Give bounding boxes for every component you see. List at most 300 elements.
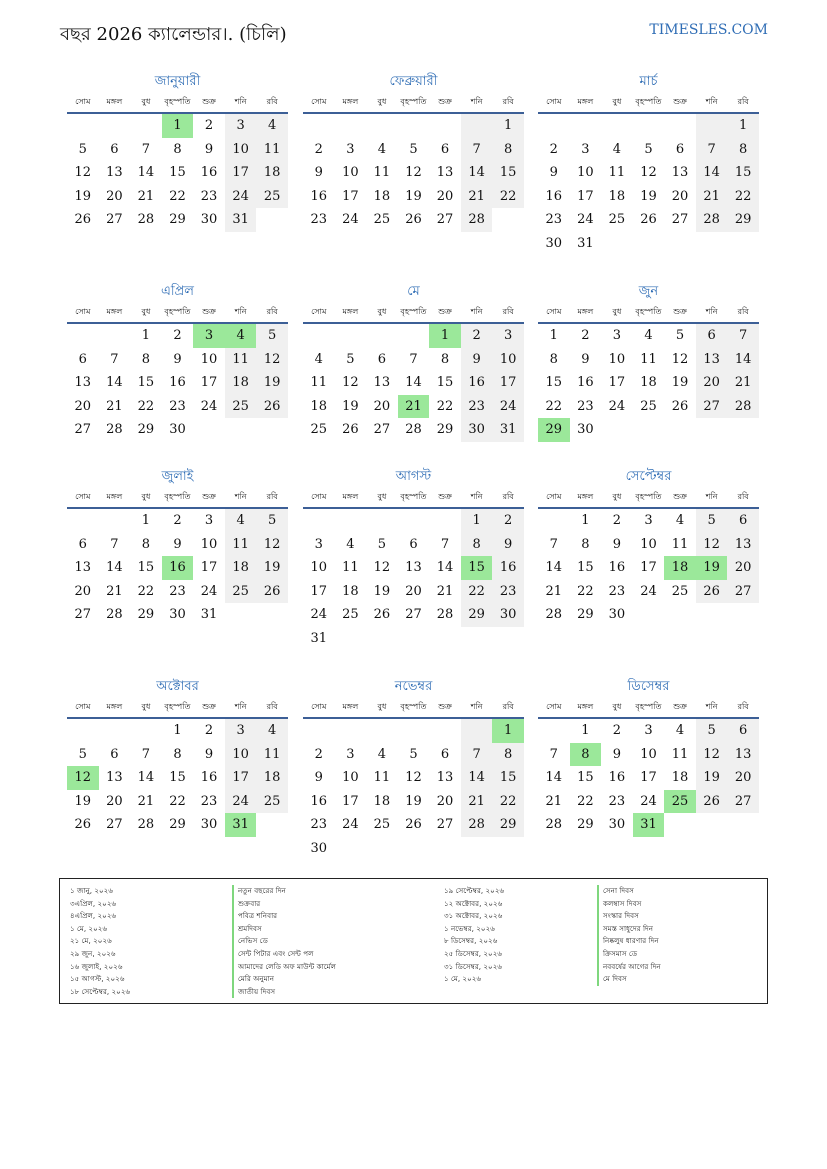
empty-day — [366, 509, 398, 533]
weekday-label: সোম — [311, 702, 327, 711]
empty-day — [429, 509, 461, 533]
day-cell: 29 — [577, 607, 594, 622]
empty-day — [461, 719, 493, 743]
day-cell: 18 — [342, 583, 359, 599]
day-cell: 4 — [644, 328, 653, 343]
weekday-label: সোম — [546, 97, 562, 106]
day-cell: 21 — [137, 188, 155, 204]
day-cell: 24 — [225, 790, 257, 814]
day-cell: 26 — [74, 212, 92, 227]
empty-day — [696, 603, 728, 627]
day-cell: 22 — [727, 185, 759, 209]
day-cell: 20 — [436, 188, 454, 204]
week-row — [303, 719, 524, 743]
day-cell: 4 — [377, 746, 387, 762]
day-cell: 29 — [169, 817, 186, 832]
day-cell: 19 — [373, 583, 391, 599]
day-cell: 12 — [696, 533, 728, 557]
day-cell: 19 — [256, 371, 288, 395]
weekday-header — [538, 92, 759, 114]
holiday-date: ১ মে, ২০২৬ — [70, 923, 108, 933]
day-cell: 18 — [373, 188, 391, 204]
day-cell: 22 — [169, 793, 186, 809]
weekday-header — [538, 487, 759, 509]
day-cell: 17 — [200, 560, 218, 575]
holiday-name: জাতীয় দিবস — [232, 986, 336, 999]
empty-day — [538, 719, 570, 743]
day-cell: 13 — [74, 560, 92, 575]
day-cell: 22 — [577, 793, 594, 809]
day-cell: 11 — [225, 533, 257, 557]
empty-day — [429, 719, 461, 743]
week-row — [67, 743, 288, 767]
day-cell: 16 — [608, 560, 626, 575]
weekday-label: বুধ — [377, 97, 387, 106]
day-cell: 21 — [137, 793, 155, 809]
empty-day — [335, 719, 367, 743]
week-row — [67, 371, 288, 395]
day-cell: 3 — [612, 328, 622, 343]
day-cell: 2 — [612, 723, 622, 738]
day-cell: 23 — [545, 212, 563, 227]
day-cell: 21 — [436, 583, 454, 599]
day-cell: 30 — [200, 817, 218, 832]
day-cell: 20 — [671, 188, 689, 204]
day-cell: 14 — [106, 560, 123, 575]
holiday-date: ২৫ ডিসেম্বর, ২০২৬ — [444, 948, 503, 958]
holiday-date: ৪এপ্রিল, ২০২৬ — [70, 911, 117, 921]
month-2 — [303, 72, 524, 232]
week-row — [67, 138, 288, 162]
weekday-label: শনি — [705, 307, 718, 316]
empty-day — [664, 114, 696, 138]
day-cell: 18 — [608, 188, 626, 204]
day-cell: 7 — [461, 743, 493, 767]
day-cell: 22 — [137, 398, 155, 414]
day-cell: 11 — [373, 165, 391, 180]
day-cell: 6 — [110, 746, 119, 762]
day-cell: 14 — [137, 770, 155, 785]
day-cell: 17 — [492, 371, 524, 395]
week-row — [538, 766, 759, 790]
week-row — [538, 348, 759, 372]
weekday-label: শনি — [705, 97, 718, 106]
day-cell: 4 — [346, 536, 355, 552]
day-cell: 11 — [256, 743, 288, 767]
day-cell: 18 — [256, 161, 288, 185]
holiday-date: ১৮ সেপ্টেম্বর, ২০২৬ — [70, 986, 131, 996]
week-row — [67, 580, 288, 604]
day-cell: 13 — [373, 375, 391, 390]
weekday-label: বৃহস্পতি — [635, 97, 662, 106]
day-cell: 1 — [461, 509, 493, 533]
weekday-label: শনি — [705, 702, 718, 711]
day-cell: 13 — [405, 560, 422, 575]
day-cell: 30 — [577, 422, 594, 437]
day-cell: 22 — [137, 583, 155, 599]
day-cell: 6 — [78, 351, 87, 367]
weekday-label: বুধ — [141, 492, 151, 501]
empty-day — [335, 837, 367, 861]
day-cell: 24 — [342, 212, 359, 227]
week-row — [303, 627, 524, 651]
day-cell: 30 — [169, 607, 186, 622]
day-cell: 27 — [436, 212, 454, 227]
day-cell: 29 — [137, 607, 155, 622]
weekday-label: মঙ্গল — [106, 702, 123, 711]
empty-day — [696, 813, 728, 837]
holiday-name: শুক্রবার — [232, 898, 336, 911]
weekday-label: রবি — [502, 97, 514, 106]
day-cell: 14 — [461, 766, 493, 790]
day-cell: 22 — [436, 398, 454, 414]
weekday-label: মঙ্গল — [342, 492, 359, 501]
holiday-date: ১ মে, ২০২৬ — [444, 974, 482, 984]
empty-day — [335, 114, 367, 138]
month-title: আগস্ট — [395, 469, 432, 484]
weekday-header — [303, 302, 524, 324]
day-cell: 10 — [640, 746, 657, 762]
week-row — [303, 208, 524, 232]
day-cell: 12 — [256, 533, 288, 557]
day-cell: 29 — [538, 418, 570, 442]
empty-day — [601, 232, 633, 256]
day-cell: 21 — [727, 371, 759, 395]
weekday-label: বৃহস্পতি — [400, 307, 427, 316]
holiday-name: পবিত্র শনিবার — [232, 910, 336, 923]
empty-day — [335, 627, 367, 651]
day-cell: 4 — [256, 719, 288, 743]
day-cell: 28 — [545, 817, 563, 832]
day-cell: 9 — [549, 165, 558, 180]
day-cell: 20 — [696, 371, 728, 395]
day-cell: 14 — [106, 375, 123, 390]
empty-day — [366, 324, 398, 348]
day-cell: 6 — [675, 141, 685, 157]
day-cell: 11 — [373, 770, 391, 785]
weekday-label: মঙ্গল — [106, 307, 123, 316]
day-cell: 15 — [577, 560, 594, 575]
day-cell: 25 — [608, 212, 626, 227]
empty-day — [633, 418, 665, 442]
day-cell: 16 — [577, 375, 594, 390]
day-cell: 16 — [310, 793, 328, 809]
day-cell: 1 — [492, 719, 524, 743]
weekday-label: মঙ্গল — [577, 307, 594, 316]
empty-day — [398, 114, 430, 138]
weekday-label: সোম — [311, 307, 327, 316]
day-cell: 8 — [461, 533, 493, 557]
weekday-label: রবি — [502, 702, 514, 711]
empty-day — [67, 114, 99, 138]
day-cell: 19 — [640, 188, 657, 204]
day-cell: 23 — [492, 580, 524, 604]
holiday-name: ক্রিসমাস ডে — [597, 948, 661, 961]
holiday-name: মে দিবস — [597, 973, 661, 986]
day-cell: 12 — [640, 165, 657, 180]
day-cell: 23 — [608, 793, 626, 809]
week-row — [303, 185, 524, 209]
day-cell: 8 — [492, 743, 524, 767]
weekday-label: শনি — [470, 307, 483, 316]
week-row — [303, 371, 524, 395]
day-cell: 5 — [78, 746, 87, 762]
holiday-name: সেন্ট পিটার এবং সেন্ট পল — [232, 948, 336, 961]
day-cell: 29 — [492, 813, 524, 837]
day-cell: 14 — [137, 165, 155, 180]
week-row — [303, 509, 524, 533]
weekday-label: বুধ — [377, 307, 387, 316]
weekday-label: বুধ — [377, 702, 387, 711]
week-row — [67, 603, 288, 627]
week-row — [67, 766, 288, 790]
month-11 — [303, 677, 524, 860]
day-cell: 29 — [577, 817, 594, 832]
weekday-label: শুক্র — [673, 307, 687, 316]
day-cell: 17 — [342, 793, 359, 809]
day-cell: 31 — [225, 813, 257, 837]
day-cell: 28 — [436, 607, 454, 622]
day-cell: 16 — [310, 188, 328, 204]
day-cell: 6 — [727, 719, 759, 743]
day-cell: 7 — [409, 351, 418, 367]
day-cell: 2 — [581, 328, 590, 343]
day-cell: 26 — [405, 817, 422, 832]
month-title: অক্টোবর — [156, 679, 199, 694]
weekday-label: সোম — [75, 492, 91, 501]
empty-day — [225, 603, 257, 627]
day-cell: 24 — [608, 398, 626, 414]
day-cell: 24 — [342, 817, 359, 832]
day-cell: 9 — [314, 165, 323, 180]
day-cell: 9 — [612, 746, 622, 762]
weekday-label: মঙ্গল — [106, 97, 123, 106]
day-cell: 24 — [200, 398, 218, 414]
day-cell: 10 — [200, 536, 218, 552]
day-cell: 17 — [640, 770, 657, 785]
weekday-label: মঙ্গল — [342, 702, 359, 711]
day-cell: 15 — [492, 161, 524, 185]
empty-day — [130, 719, 162, 743]
empty-day — [492, 627, 524, 651]
day-cell: 30 — [169, 422, 186, 437]
week-row — [303, 324, 524, 348]
day-cell: 23 — [169, 583, 186, 599]
day-cell: 8 — [173, 141, 182, 157]
month-title: জুলাই — [161, 469, 194, 484]
month-7 — [67, 467, 288, 627]
day-cell: 22 — [492, 790, 524, 814]
empty-day — [429, 114, 461, 138]
day-cell: 21 — [106, 398, 123, 414]
day-cell: 15 — [492, 766, 524, 790]
day-cell: 20 — [106, 793, 123, 809]
day-cell: 14 — [727, 348, 759, 372]
day-cell: 12 — [696, 743, 728, 767]
holiday-name: কলম্বাস দিবস — [597, 898, 661, 911]
empty-day — [303, 114, 335, 138]
day-cell: 4 — [225, 324, 257, 348]
day-cell: 28 — [137, 817, 155, 832]
day-cell: 14 — [696, 161, 728, 185]
day-cell: 3 — [193, 324, 225, 348]
week-row — [538, 371, 759, 395]
day-cell: 31 — [200, 607, 218, 622]
weekday-header — [538, 302, 759, 324]
day-cell: 13 — [727, 533, 759, 557]
empty-day — [461, 837, 493, 861]
day-cell: 19 — [405, 188, 422, 204]
day-cell: 10 — [225, 138, 257, 162]
day-cell: 10 — [342, 165, 359, 180]
empty-day — [398, 627, 430, 651]
empty-day — [398, 719, 430, 743]
day-cell: 7 — [461, 138, 493, 162]
month-title: মে — [407, 284, 420, 299]
empty-day — [99, 719, 131, 743]
month-12 — [538, 677, 759, 837]
day-cell: 23 — [461, 395, 493, 419]
week-row — [538, 324, 759, 348]
week-row — [538, 418, 759, 442]
holiday-name: সংস্কার দিবস — [597, 910, 661, 923]
weekday-label: শুক্র — [438, 307, 452, 316]
day-cell: 15 — [436, 375, 454, 390]
week-row — [67, 395, 288, 419]
weekday-label: রবি — [502, 492, 514, 501]
week-row — [67, 556, 288, 580]
empty-day — [696, 418, 728, 442]
day-cell: 26 — [640, 212, 657, 227]
empty-day — [727, 813, 759, 837]
day-cell: 5 — [346, 351, 355, 367]
day-cell: 21 — [545, 583, 563, 599]
day-cell: 11 — [310, 375, 328, 390]
holiday-names-left — [232, 885, 336, 998]
week-row — [538, 232, 759, 256]
day-cell: 29 — [169, 212, 186, 227]
day-cell: 8 — [173, 746, 182, 762]
day-cell: 26 — [342, 422, 359, 437]
day-cell: 7 — [727, 324, 759, 348]
day-cell: 30 — [461, 418, 493, 442]
day-cell: 26 — [696, 580, 728, 604]
day-cell: 26 — [256, 395, 288, 419]
weekday-label: শুক্র — [202, 702, 216, 711]
day-cell: 21 — [545, 793, 563, 809]
week-row — [303, 348, 524, 372]
day-cell: 30 — [310, 840, 328, 856]
week-row — [303, 114, 524, 138]
empty-day — [398, 509, 430, 533]
day-cell: 13 — [696, 348, 728, 372]
day-cell: 20 — [405, 583, 422, 599]
day-cell: 17 — [225, 161, 257, 185]
weekday-label: বৃহস্পতি — [164, 307, 191, 316]
empty-day — [398, 837, 430, 861]
empty-day — [335, 324, 367, 348]
day-cell: 15 — [577, 770, 594, 785]
weekday-label: সোম — [311, 97, 327, 106]
day-cell: 17 — [608, 375, 626, 390]
day-cell: 18 — [640, 375, 657, 390]
day-cell: 30 — [545, 235, 563, 251]
empty-day — [538, 114, 570, 138]
week-row — [538, 603, 759, 627]
holiday-date: ৩১ অক্টোবর, ২০২৬ — [444, 911, 503, 921]
weekday-label: বৃহস্পতি — [164, 492, 191, 501]
day-cell: 1 — [727, 114, 759, 138]
week-row — [67, 719, 288, 743]
day-cell: 27 — [727, 790, 759, 814]
empty-day — [99, 114, 131, 138]
holiday-date: ৩এপ্রিল, ২০২৬ — [70, 898, 117, 908]
day-cell: 25 — [256, 185, 288, 209]
day-cell: 16 — [608, 770, 626, 785]
weekday-label: বুধ — [141, 97, 151, 106]
holiday-date: ১২ অক্টোবর, ২০২৬ — [444, 898, 503, 908]
day-cell: 20 — [74, 398, 92, 414]
day-cell: 1 — [429, 324, 461, 348]
day-cell: 8 — [727, 138, 759, 162]
day-cell: 29 — [436, 422, 454, 437]
day-cell: 2 — [204, 723, 214, 738]
empty-day — [429, 837, 461, 861]
week-row — [67, 509, 288, 533]
weekday-header — [67, 697, 288, 719]
holiday-date: ৮ ডিসেম্বর, ২০২৬ — [444, 936, 498, 946]
day-cell: 11 — [225, 348, 257, 372]
week-row — [303, 418, 524, 442]
day-cell: 12 — [671, 351, 689, 367]
week-row — [67, 348, 288, 372]
day-cell: 19 — [74, 793, 92, 809]
day-cell: 4 — [675, 513, 685, 528]
site-link[interactable]: TIMESLES.COM — [649, 22, 768, 38]
empty-day — [398, 324, 430, 348]
weekday-label: বুধ — [612, 307, 622, 316]
day-cell: 4 — [675, 723, 685, 738]
month-title: এপ্রিল — [161, 284, 194, 299]
weekday-label: রবি — [737, 307, 749, 316]
day-cell: 10 — [640, 536, 657, 552]
month-title: ডিসেম্বর — [627, 679, 670, 694]
week-row — [67, 185, 288, 209]
day-cell: 13 — [436, 165, 454, 180]
day-cell: 11 — [671, 536, 689, 552]
empty-day — [366, 719, 398, 743]
empty-day — [601, 418, 633, 442]
empty-day — [366, 837, 398, 861]
day-cell: 19 — [405, 793, 422, 809]
day-cell: 15 — [727, 161, 759, 185]
day-cell: 1 — [549, 328, 558, 343]
weekday-label: সোম — [546, 702, 562, 711]
day-cell: 29 — [461, 603, 493, 627]
weekday-label: শনি — [470, 97, 483, 106]
day-cell: 13 — [671, 165, 689, 180]
weekday-label: সোম — [546, 307, 562, 316]
day-cell: 10 — [200, 351, 218, 367]
empty-day — [727, 603, 759, 627]
weekday-label: শনি — [234, 97, 247, 106]
day-cell: 10 — [310, 560, 328, 575]
day-cell: 3 — [644, 513, 653, 528]
day-cell: 26 — [671, 398, 689, 414]
day-cell: 20 — [727, 766, 759, 790]
holiday-date: ১ নভেম্বর, ২০২৬ — [444, 923, 495, 933]
day-cell: 10 — [577, 165, 594, 180]
